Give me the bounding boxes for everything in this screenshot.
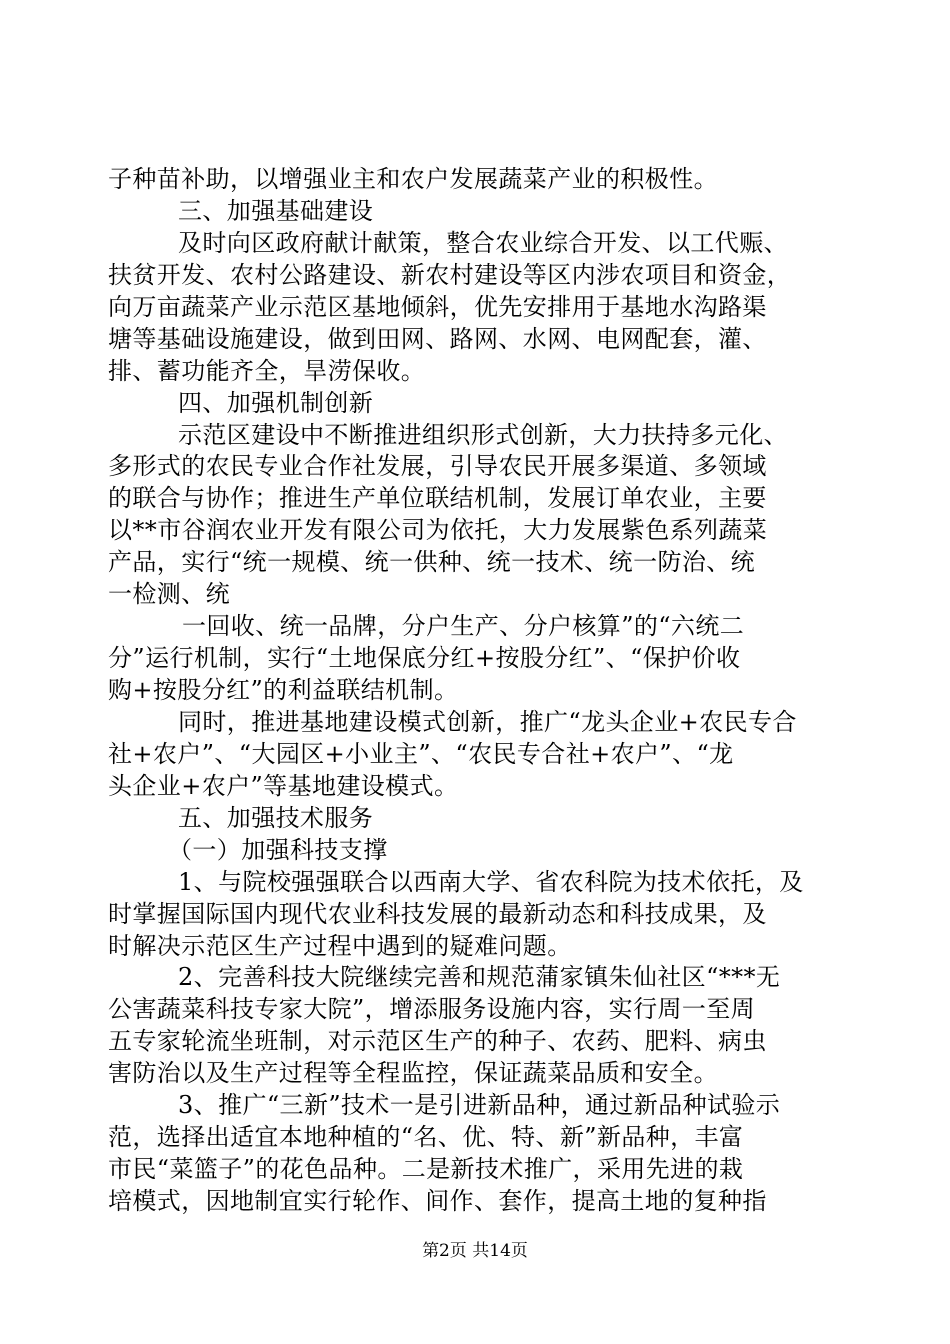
text-line: 的联合与协作；推进生产单位联结机制，发展订单农业，主要 <box>108 484 767 513</box>
text-line: 及时向区政府献计献策，整合农业综合开发、以工代赈、 <box>178 228 788 257</box>
text-line: 分”运行机制，实行“土地保底分红+按股分红”、“保护价收 <box>108 644 741 673</box>
text-line: 产品，实行“统一规模、统一供种、统一技术、统一防治、统 <box>108 548 756 577</box>
text-line: 示范区建设中不断推进组织形式创新，大力扶持多元化、 <box>178 420 788 449</box>
text-line: 扶贫开发、农村公路建设、新农村建设等区内涉农项目和资金， <box>108 260 792 289</box>
text-line: 购+按股分红”的利益联结机制。 <box>108 676 459 704</box>
text-line: 多形式的农民专业合作社发展，引导农民开展多渠道、多领域 <box>108 452 767 481</box>
text-line: 社+农户”、“大园区+小业主”、“农民专合社+农户”、“龙 <box>108 739 734 768</box>
text-line: 一检测、统 <box>108 580 230 609</box>
subsection-heading: （一）加强科技支撑 <box>168 835 388 864</box>
text-line: 头企业+农户”等基地建设模式。 <box>108 771 459 800</box>
text-line: 1、与院校强强联合以西南大学、省农科院为技术依托，及 <box>178 867 804 896</box>
text-line: 同时，推进基地建设模式创新，推广“龙头企业+农民专合 <box>178 707 797 736</box>
page-number-footer: 第2页 共14页 <box>422 1241 528 1261</box>
text-line: 五专家轮流坐班制，对示范区生产的种子、农药、肥料、病虫 <box>108 1027 767 1056</box>
text-line: 向万亩蔬菜产业示范区基地倾斜，优先安排用于基地水沟路渠 <box>108 292 767 321</box>
text-line: 3、推广“三新”技术一是引进新品种，通过新品种试验示 <box>178 1091 781 1120</box>
text-line: 子种苗补助，以增强业主和农户发展蔬菜产业的积极性。 <box>108 165 718 193</box>
section-heading: 三、加强基础建设 <box>178 196 374 225</box>
text-line: 培模式，因地制宜实行轮作、间作、套作，提高土地的复种指 <box>108 1187 767 1215</box>
section-heading: 四、加强机制创新 <box>178 388 374 417</box>
text-line: 以**市谷润农业开发有限公司为依托，大力发展紫色系列蔬菜 <box>108 516 768 545</box>
text-line: 2、完善科技大院继续完善和规范蒲家镇朱仙社区“***无 <box>178 963 781 992</box>
section-heading: 五、加强技术服务 <box>178 803 374 832</box>
text-line: 一回收、统一品牌，分户生产、分户核算”的“六统二 <box>182 612 745 641</box>
text-line: 市民“菜篮子”的花色品种。二是新技术推广，采用先进的栽 <box>108 1155 744 1184</box>
text-line: 排、蓄功能齐全，旱涝保收。 <box>108 356 426 385</box>
text-line: 塘等基础设施建设，做到田网、路网、水网、电网配套，灌、 <box>108 324 767 353</box>
text-line: 范，选择出适宜本地种植的“名、优、特、新”新品种，丰富 <box>108 1123 744 1152</box>
text-line: 公害蔬菜科技专家大院”，增添服务设施内容，实行周一至周 <box>108 995 756 1024</box>
text-line: 时掌握国际国内现代农业科技发展的最新动态和科技成果，及 <box>108 899 767 928</box>
text-line: 害防治以及生产过程等全程监控，保证蔬菜品质和安全。 <box>108 1059 718 1088</box>
text-line: 时解决示范区生产过程中遇到的疑难问题。 <box>108 931 572 960</box>
